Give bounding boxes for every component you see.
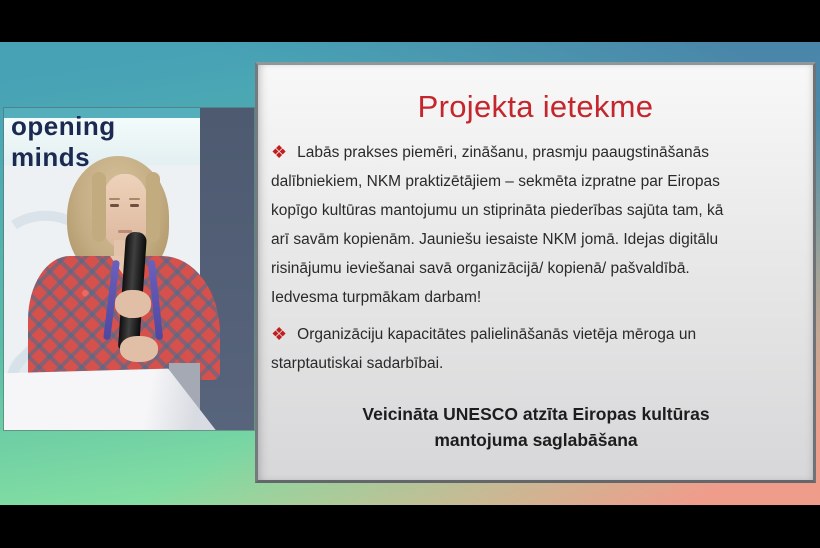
slide-footer bbox=[271, 401, 801, 453]
eye-left bbox=[110, 204, 119, 207]
bullet-line: risinājumu ieviešanai savā organizācijā/ kopienā/ pašvaldībā. bbox=[271, 260, 690, 277]
conference-scene bbox=[0, 42, 820, 505]
bullet-line: arī savām kopienām. Jauniešu iesaiste NKM jomā. Idejas digitālu bbox=[271, 231, 719, 248]
letterbox-top bbox=[0, 0, 820, 42]
bullet-text: Organizāciju kapacitātes palielināšanās vietēja mēroga un bbox=[297, 326, 697, 343]
bullet-line bbox=[271, 138, 801, 167]
bullet-line: kopīgo kultūras mantojumu un stiprināta piederības sajūta tam, kā bbox=[271, 202, 724, 219]
diamond-bullet-icon: ❖ bbox=[271, 142, 288, 162]
bullet-line: starptautiskai sadarbībai. bbox=[271, 355, 444, 372]
dark-stage-backdrop bbox=[200, 108, 254, 430]
brow-left bbox=[109, 198, 120, 200]
speaker-photo bbox=[4, 108, 254, 430]
footer-line: Veicināta UNESCO atzīta Eiropas kultūras bbox=[362, 404, 710, 424]
presentation-slide bbox=[255, 62, 816, 483]
speaker-hand-lower bbox=[120, 336, 158, 362]
slide-body bbox=[258, 138, 813, 453]
speaker-hand-upper bbox=[115, 290, 151, 318]
letterbox-bottom bbox=[0, 505, 820, 548]
slide-title: Projekta ietekme bbox=[417, 89, 654, 124]
bullet-line: dalībniekiem, NKM praktizētājiem – sekmēta izpratne par Eiropas bbox=[271, 173, 720, 190]
brow-right bbox=[129, 198, 140, 200]
eye-right bbox=[130, 204, 139, 207]
bullet-line: Iedvesma turpmākam darbam! bbox=[271, 289, 482, 306]
bullet-line bbox=[271, 320, 801, 349]
diamond-bullet-icon: ❖ bbox=[271, 324, 288, 344]
banner-label: opening minds bbox=[11, 110, 116, 172]
bullet-text: Labās prakses piemēri, zināšanu, prasmju paaugstināšanās bbox=[297, 144, 709, 161]
footer-line: mantojuma saglabāšana bbox=[434, 430, 638, 450]
hair-strand-left bbox=[92, 172, 106, 242]
hair-strand-right bbox=[146, 172, 160, 242]
